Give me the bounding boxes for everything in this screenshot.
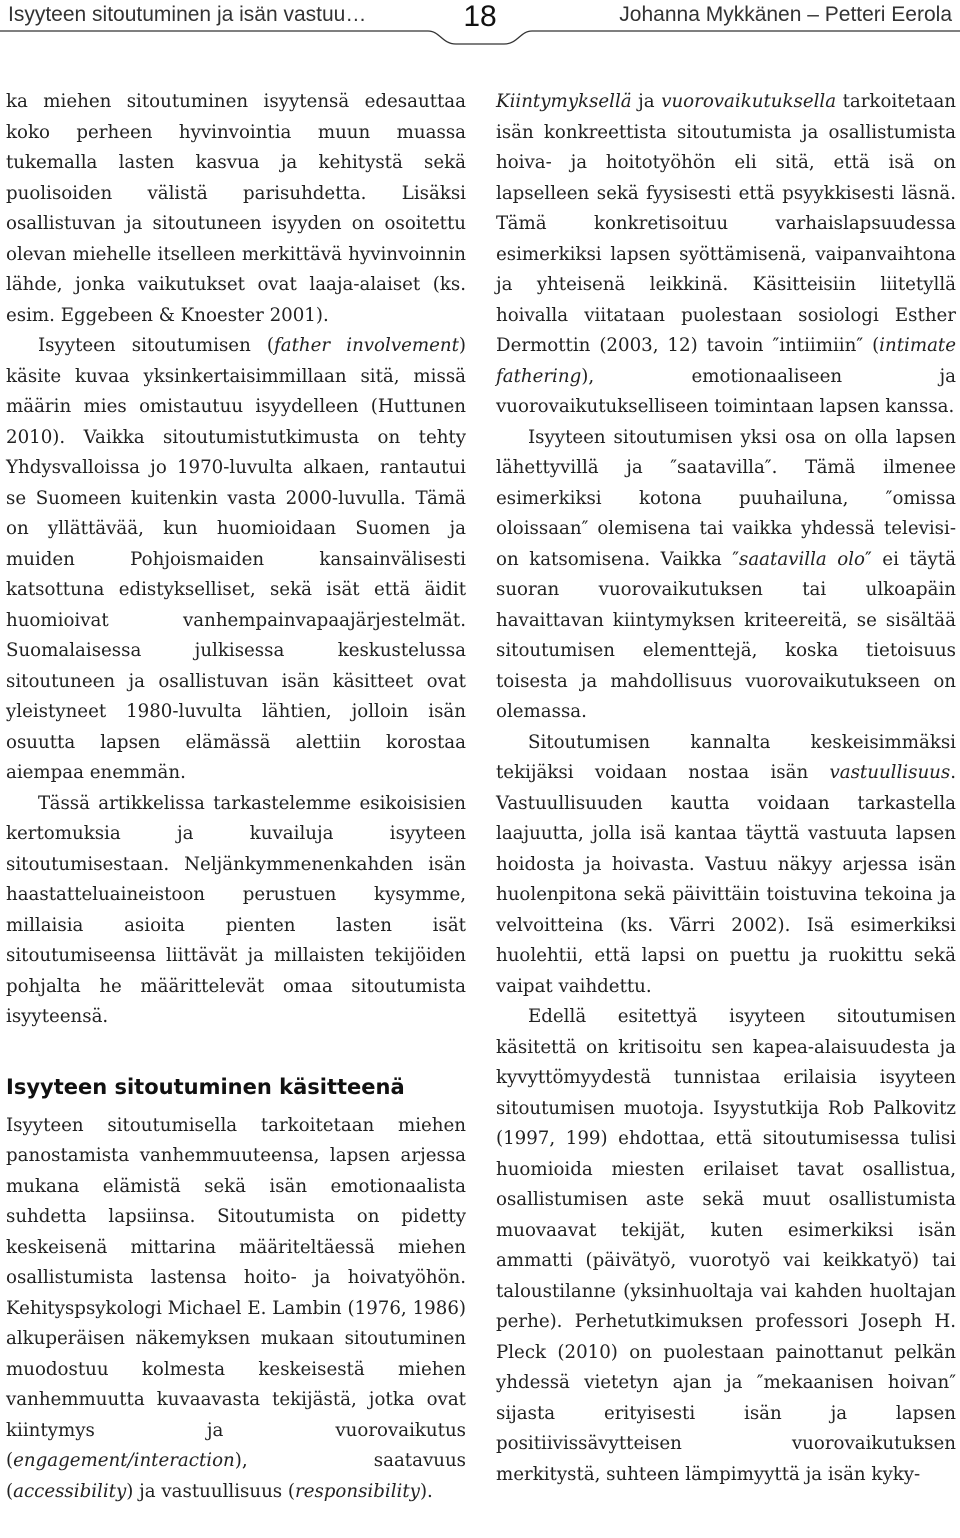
right-paragraph-2: Isyyteen sitoutumisen yksi osa on olla lapsen lähettyvillä ja ″saatavilla″. Tämä ilmenee esimerkiksi kotona puuhailuna, ″omissa oloissaan″ olemisena tai vaikka yhdessä television katsomisena. Vaikka ″saatavilla olo″ ei täytä suoran vuorovaikutuksen tai ulkoapäin havaittavan kiintymyksen kriteereitä, se sisältää sitoutumisen elementtejä, koska tietoisuus toisesta ja mahdollisuus vuorovaikutukseen on olemassa. — [496, 426, 956, 722]
left-paragraph-1: ka miehen sitoutuminen isyytensä edesauttaa koko perheen hyvinvointia muun muassa tukemalla lasten kasvua ja kehitystä sekä puolisoiden välistä parisuhdetta. Lisäksi osallistuvan ja sitoutuneen isyyden on osoitettu olevan miehelle itselleen merkittävä hyvinvoinnin lähde, jonka vaikutukset ovat laaja-alaiset (ks. esim. Eggebeen & Knoester 2001). — [6, 91, 466, 326]
left-paragraph-4: Isyyteen sitoutumisella tarkoitetaan miehen panostamista vanhemmuuteensa, lapsen arjessa mukana elämistä sekä isän emotionaalista suhdetta lapsiinsa. Sitoutumista on pidetty keskeisenä mittarina määriteltäessä miehen osallistumista lastensa hoito- ja hoivatyöhön. Kehityspsykologi Michael E. Lambin (1976, 1986) alkuperäisen näkemyksen mukaan sitoutuminen muodostuu kolmesta keskeisestä miehen vanhemmuutta kuvaavasta tekijästä, jotka ovat kiintymys ja vuorovaikutus (engagement/interaction), saatavuus (accessibility) ja vastuullisuus (responsibility). — [6, 1114, 466, 1502]
header-authors: Johanna Mykkänen – Petteri Eerola — [619, 3, 952, 26]
left-column — [6, 87, 466, 1507]
right-column — [496, 87, 956, 1490]
page-number: 18 — [463, 0, 497, 33]
section-heading: Isyyteen sitoutuminen käsitteenä — [6, 1074, 405, 1099]
left-paragraph-2: Isyyteen sitoutumisen (father involvement) käsite kuvaa yksinkertaisimmillaan sitä, missä määrin mies omistautuu isyydelleen (Huttunen 2010). Vaikka sitoutumistutkimusta on tehty Yhdysvalloissa jo 1970-luvulta alkaen, rantautui se Suomeen kuitenkin vasta 2000-luvulla. Tämä on yllättävää, kun huomioidaan Suomen ja muiden Pohjoismaiden kansainvälisesti katsottuna edistykselliset, sekä isät että äidit huomioivat vanhempainvapaajärjestelmät. Suomalaisessa julkisessa keskustelussa sitoutuneen ja osallistuvan isän käsitteet ovat yleistyneet 1980-luvulta lähtien, jolloin isän osuutta lapsen elämässä alettiin korostaa aiempaa enemmän. — [6, 335, 467, 783]
left-paragraph-3: Tässä artikkelissa tarkastelemme esikoisisien kertomuksia ja kuvailuja isyyteen sitoutumisestaan. Neljänkymmenenkahden isän haastatteluaineistoon perustuen kysymme, millaisia asioita pienten lasten isät sitoutumiseensa liittävät ja millaisten tekijöiden pohjalta he määrittelevät omaa sitoutumista isyyteensä. — [6, 792, 466, 1027]
right-paragraph-1: Kiintymyksellä ja vuorovaikutuksella tarkoitetaan isän konkreettista sitoutumista ja osallistumista hoiva- ja hoitotyöhön eli sitä, että isä on lapselleen sekä fyysisesti että psyykkisesti läsnä. Tämä konkretisoituu varhaislapsuudessa esimerkiksi lapsen syöttämisenä, vaipanvaihtona ja yhteisenä leikkinä. Käsitteisiin liitetyllä hoivalla viitataan puolestaan sosiologi Esther Dermottin (2003, 12) tavoin ″intiimiin″ (intimate fathering), emotionaaliseen ja vuorovaikutukselliseen toimintaan lapsen kanssa. — [496, 91, 957, 417]
right-paragraph-3: Sitoutumisen kannalta keskeisimmäksi tekijäksi voidaan nostaa isän vastuullisuus. Vastuullisuuden kautta voidaan tarkastella laajuutta, jolla isä kantaa täyttä vastuuta lapsen hoidosta ja hoivasta. Vastuu näkyy arjessa isän huolenpitona sekä päivittäin toistuvina tekoina ja velvoitteina (ks. Värri 2002). Isä esimerkiksi huolehtii, että lapsi on puettu ja ruokittu sekä vaipat vaihdettu. — [496, 731, 956, 997]
running-header — [0, 0, 960, 46]
header-title: Isyyteen sitoutuminen ja isän vastuu… — [8, 3, 367, 26]
right-paragraph-4: Edellä esitettyä isyyteen sitoutumisen käsitettä on kritisoitu sen kapea-alaisuudesta ja kyvyttömyydestä tunnistaa erilaisia isyyteen sitoutumisen muotoja. Isyystutkija Rob Palkovitz (1997, 199) ehdottaa, että sitoutumisessa tulisi huomioida miesten erilaiset tavat osallistua, osallistumisen aste sekä muut osallistumista muovaavat tekijät, kuten esimerkiksi isän ammatti (päivätyö, vuorotyö vai keikkatyö) tai taloustilanne (yksinhuoltaja vai kahden huoltajan perhe). Perhetutkimuksen professori Joseph H. Pleck (2010) on puolestaan painottanut pelkän yhdessä vietetyn ajan ja ″mekaanisen hoivan″ sijasta erityisesti isän ja lapsen positiivissävytteisen vuorovaikutuksen merkitystä, suhteen lämpimyyttä ja isän kyky- — [496, 1006, 956, 1485]
